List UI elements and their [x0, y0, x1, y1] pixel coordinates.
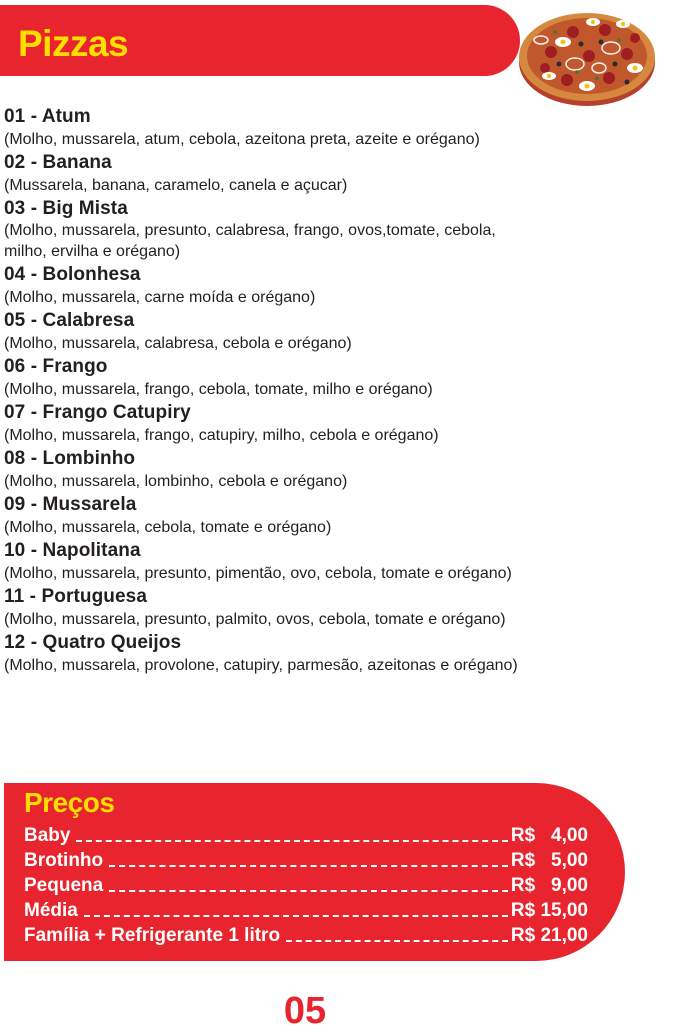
pizza-name: 08 - Lombinho — [4, 448, 136, 469]
price-row — [24, 896, 588, 922]
pizza-name: 05 - Calabresa — [4, 310, 135, 331]
price-value: R$ 5,00 — [510, 850, 588, 871]
pizza-description: (Molho, mussarela, lombinho, cebola e orégano) — [4, 473, 348, 490]
size-label: Baby — [24, 825, 71, 846]
pizza-name: 11 - Portuguesa — [4, 586, 147, 607]
dotted-leader — [76, 840, 507, 842]
price-value: R$ 9,00 — [510, 875, 588, 896]
pizza-description: (Molho, mussarela, frango, cebola, tomate, milho e orégano) — [4, 381, 433, 398]
price-row — [24, 921, 588, 947]
pizza-name: 07 - Frango Catupiry — [4, 402, 191, 423]
pizza-description: (Molho, mussarela, atum, cebola, azeitona preta, azeite e orégano) — [4, 131, 480, 148]
list-item — [4, 493, 684, 539]
list-item — [4, 631, 684, 677]
dotted-leader — [84, 915, 508, 917]
pizza-name: 12 - Quatro Queijos — [4, 632, 182, 653]
pizza-description: (Molho, mussarela, presunto, calabresa, frango, ovos,tomate, cebola, milho, ervilha e orégano) — [4, 222, 496, 260]
pizza-name: 06 - Frango — [4, 356, 108, 377]
price-value: R$ 4,00 — [510, 825, 588, 846]
price-value: R$ 15,00 — [510, 900, 588, 921]
size-label: Pequena — [24, 875, 104, 896]
pizza-description: (Molho, mussarela, cebola, tomate e orégano) — [4, 519, 332, 536]
list-item — [4, 401, 684, 447]
list-item — [4, 105, 684, 151]
price-value: R$ 21,00 — [510, 925, 588, 946]
dotted-leader — [286, 940, 508, 942]
pizza-description: (Molho, mussarela, provolone, catupiry, parmesão, azeitonas e orégano) — [4, 657, 518, 674]
dotted-leader — [109, 890, 508, 892]
list-item — [4, 447, 684, 493]
price-row — [24, 871, 588, 897]
prices-title: Preços — [24, 787, 115, 818]
pizza-menu-list — [4, 105, 684, 677]
prices-panel — [4, 783, 625, 961]
pizza-description: (Molho, mussarela, carne moída e orégano) — [4, 289, 316, 306]
size-label: Família + Refrigerante 1 litro — [24, 925, 281, 946]
pizza-name: 09 - Mussarela — [4, 494, 137, 515]
size-label: Média — [24, 900, 78, 921]
pizza-description: (Mussarela, banana, caramelo, canela e açucar) — [4, 177, 348, 194]
size-label: Brotinho — [24, 850, 104, 871]
list-item — [4, 197, 684, 262]
header-banner — [0, 5, 520, 76]
pizza-name: 01 - Atum — [4, 106, 91, 127]
pizza-description: (Molho, mussarela, frango, catupiry, milho, cebola e orégano) — [4, 427, 439, 444]
page-number: 05 — [283, 990, 327, 1032]
price-row — [24, 821, 588, 847]
pizza-name: 03 - Big Mista — [4, 198, 128, 219]
list-item — [4, 585, 684, 631]
pizza-image — [515, 2, 659, 112]
page-title: Pizzas — [18, 23, 129, 64]
pizza-description: (Molho, mussarela, presunto, pimentão, ovo, cebola, tomate e orégano) — [4, 565, 512, 582]
pizza-name: 04 - Bolonhesa — [4, 264, 141, 285]
pizza-name: 02 - Banana — [4, 152, 112, 173]
pizza-name: 10 - Napolitana — [4, 540, 141, 561]
list-item — [4, 309, 684, 355]
dotted-leader — [109, 865, 508, 867]
price-row — [24, 846, 588, 872]
list-item — [4, 151, 684, 197]
pizza-description: (Molho, mussarela, calabresa, cebola e orégano) — [4, 335, 352, 352]
pizza-description: (Molho, mussarela, presunto, palmito, ovos, cebola, tomate e orégano) — [4, 611, 506, 628]
list-item — [4, 263, 684, 309]
list-item — [4, 539, 684, 585]
list-item — [4, 355, 684, 401]
